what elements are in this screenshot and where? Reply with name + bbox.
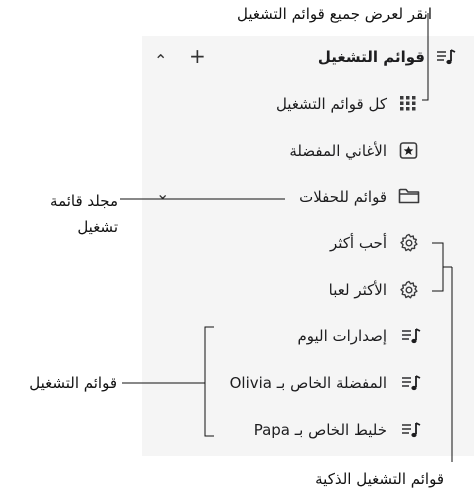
sidebar-item-label: خليط الخاص بـ Papa (253, 421, 387, 439)
sidebar-item-label: الأكثر لعبا (328, 281, 387, 299)
add-playlist-button[interactable]: + (189, 44, 206, 68)
sidebar-item-label: كل قوائم التشغيل (275, 95, 387, 113)
annotation-playlists: قوائم التشغيل (29, 374, 117, 392)
annotation-folder: مجلد قائمة تشغيل (50, 192, 118, 236)
annotation-view-all: انقر لعرض جميع قوائم التشغيل (237, 5, 432, 23)
sidebar-item-label: الأغاني المفضلة (289, 142, 387, 160)
sidebar-item-label: أحب أكثر (329, 234, 387, 252)
collapse-chevron-button[interactable]: ⌃ (154, 51, 168, 70)
playlists-header[interactable]: قوائم التشغيل (317, 48, 425, 66)
sidebar-item-label: إصدارات اليوم (297, 327, 387, 345)
sidebar-item-label: المفضلة الخاص بـ Olivia (229, 374, 387, 392)
sidebar-item-label: قوائم للحفلات (299, 188, 387, 206)
chevron-down-icon[interactable]: ⌄ (156, 184, 170, 203)
annotation-smart-playlists: قوائم التشغيل الذكية (315, 470, 444, 488)
